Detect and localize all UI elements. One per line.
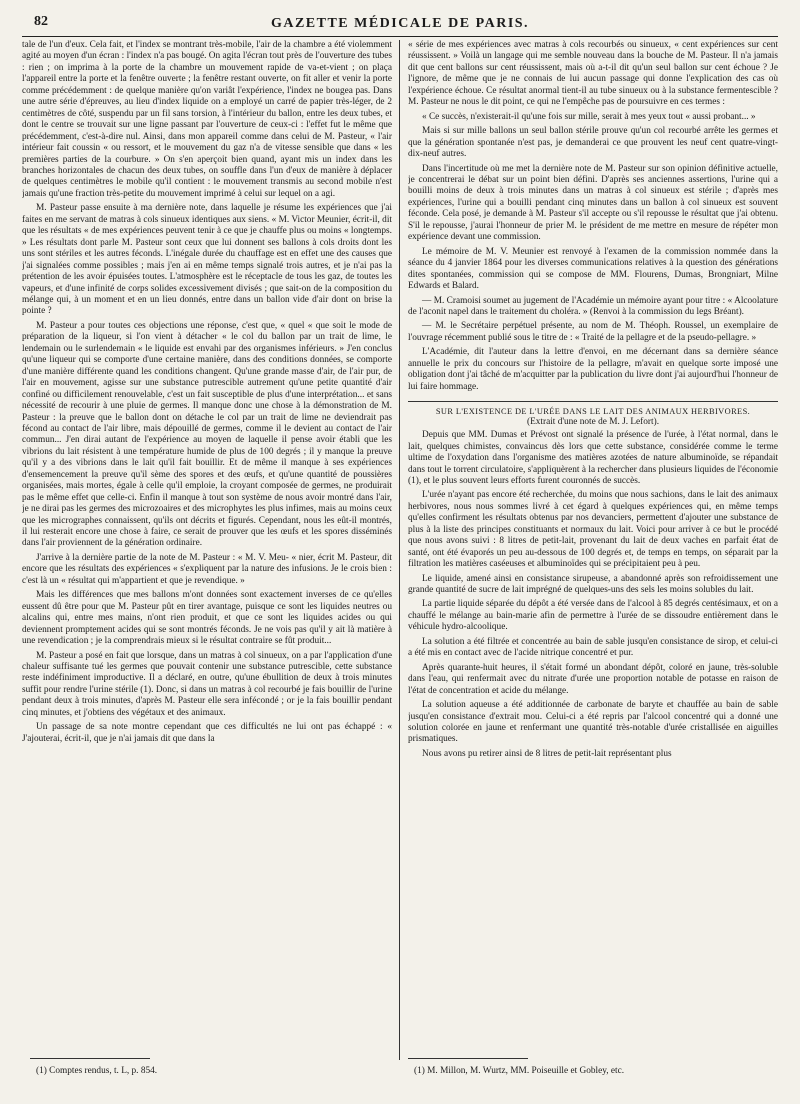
footnote-right: (1) M. Millon, M. Wurtz, MM. Poiseuille et Gobley, etc. [414, 1066, 625, 1076]
text-columns [22, 40, 778, 1060]
paragraph: Mais si sur mille ballons un seul ballon stérile prouve qu'un col recourbé arrête les germes et que la génération spontanée n'est pas, je demanderai ce que prouvent les neuf cent quatre-vingt-dix-neuf autres. [408, 126, 778, 160]
footnote-rule-left [30, 1058, 150, 1059]
paragraph: L'Académie, dit l'auteur dans la lettre d'envoi, en me décernant dans sa dernière séance annuelle le prix du concours sur l'histoire de la pellagre, m'avait en quelque sorte imposé une obligation dont j'ai tâché de m'acquitter par la publication du livre dont j'ai aujourd'hui l'honneur de lui faire hommage. [408, 347, 778, 392]
right-column [408, 40, 778, 1060]
paragraph: Après quarante-huit heures, il s'était formé un abondant dépôt, coloré en jaune, très-soluble dans l'eau, qui renfermait avec du nitrate d'urée une proportion notable de potasse en raison de l'état de concentration et acide du mélange. [408, 662, 778, 696]
page-number: 82 [34, 14, 48, 29]
paragraph: La solution a été filtrée et concentrée au bain de sable jusqu'en consistance de sirop, et celui-ci a été mis en contact avec de l'acide nitrique concentré et pur. [408, 636, 778, 659]
column-divider [399, 40, 400, 1060]
paragraph: Dans l'incertitude où me met la dernière note de M. Pasteur sur son opinion définitive actuelle, je concentrerai le débat sur un point bien défini. D'après ses anciennes assertions, l'urine qui a bouilli moins de deux à trois minutes dans un matras à col sinueux est stérile ; d'après mes expériences, l'urine qui a bouilli pendant cinq minutes dans un ballon à col sinueux est souvent féconde. Cela posé, je demande à M. Pasteur s'il accepte ou s'il repousse le résultat que j'ai obtenu. S'il le repousse, j'aurai l'honneur de prier M. le président de me mettre en mesure de répéter mon expérience devant une commission. [408, 163, 778, 243]
paragraph: Le mémoire de M. V. Meunier est renvoyé à l'examen de la commission nommée dans la séance du 4 janvier 1864 pour les diverses communications relatives à la question des générations dites spontanées, commission qui se compose de MM. Flourens, Dumas, Brongniart, Milne Edwards et Balard. [408, 246, 778, 292]
paragraph: L'urée n'ayant pas encore été recherchée, du moins que nous sachions, dans le lait des animaux herbivores, nous nous sommes livré à cet égard à quelques expériences qui, en même temps qu'elles confirment les résultats obtenus par nos devanciers, permettent d'ajouter une substance de plus à la liste des principes constituants et normaux du lait. Voici pour arriver à ce but le procédé que nous avons suivi : 8 litres de petit-lait, provenant du lait de deux vaches en parfait état de santé, ont été évaporés un peu au-dessous de 100 degrés et, de temps en temps, on séparait par la filtration les matières caséeuses et albuminoïdes qui se précipitaient peu à peu. [408, 490, 778, 570]
paragraph: Un passage de sa note montre cependant que ces difficultés ne lui ont pas échappé : « J'ajouterai, écrit-il, que je n'ai jamais dit que dans la [22, 722, 392, 744]
running-title: GAZETTE MÉDICALE DE PARIS. [270, 16, 530, 31]
paragraph: « Ce succès, n'existerait-il qu'une fois sur mille, serait à mes yeux tout « aussi probant... » [422, 111, 756, 122]
left-column [22, 40, 392, 1060]
paragraph: La partie liquide séparée du dépôt a été versée dans de l'alcool à 85 degrés centésimaux, et on a chauffé le mélange au bain-marie afin de permettre à l'urée de se dissoudre entièrement dans le véhicule hydro-alcoolique. [408, 599, 778, 633]
section-title: SUR L'EXISTENCE DE L'URÉE DANS LE LAIT DES ANIMAUX HERBIVORES. [435, 407, 751, 417]
paragraph: tale de l'un d'eux. Cela fait, et l'index se montrant très-mobile, l'air de la chambre a été violemment agité au moyen d'un écran : l'index n'a pas bougé. On agita l'écran tout près de l'ouverture des tubes : rien ; on imprima à la porte de la chambre un mouvement rapide de va-et-vient ; on plaça l'appareil entre la porte et la fenêtre ouverte ; la fenêtre restant ouverte, on fit aller et venir la porte comme précédemment : de quelque manière qu'on variât l'expérience, l'index ne bougea pas. Dans une autre série d'épreuves, au lieu d'index liquide on a employé un carré de papier très-léger, de 2 centimètres de côté, suspendu par un fil sans torsion, à l'intérieur du ballon, entre les deux tubes, et dont le centre se trouvait sur une ligne passant par l'ouverture de ceux-ci : l'effet fut le même que précédemment, c'est-à-dire nul. Ainsi, dans mon appareil comme dans celui de M. Pasteur, « l'air intérieur fait coussin « ou ressort, et le mouvement du gaz n'a de vitesse sensible que dans « les premières parties de la courbure. » On s'en aperçoit bien quand, ayant mis un index dans les branches horizontales de chacun des deux tubes, on souffle dans l'un d'eux de manière à déplacer de quelques centimètres le mobile qu'il contient : le mouvement transmis au second mobile n'est jamais qu'une fraction très-petite du mouvement imprimé à celui sur lequel on a agi. [22, 40, 392, 199]
paragraph: M. Pasteur passe ensuite à ma dernière note, dans laquelle je résume les expériences que j'ai faites en me servant de matras à cols sinueux identiques aux siens. « M. Victor Meunier, écrit-il, dit que les résultats « de mes expériences peuvent tenir à ce que je chauffe plus ou moins « longtemps. » Les résultats dont parle M. Pasteur sont ceux que lui donnent ses ballons à cols droits dont les uns sont stériles et les autres féconds. L'inégale durée du chauffage est en effet une des causes que j'ai signalées comme possibles ; mais j'en ai en même temps signalé trois autres, et je n'ai pas la prétention de les avoir épuisées toutes. L'atmosphère est le réceptacle de tous les gaz, de toutes les vapeurs, et d'une infinité de corps solides excessivement divisés ; que sait-on de la composition du mélange qui, à un moment et en un lieu donnés, entre dans un ballon vide d'air dont on brise la pointe ? [22, 203, 392, 317]
section-subtitle: (Extrait d'une note de M. J. Lefort). [526, 417, 660, 428]
paragraph: Le liquide, amené ainsi en consistance sirupeuse, a abandonné après son refroidissement une grande quantité de sucre de lait imprégné de quelques-uns des sels les moins solubles du lait. [408, 573, 778, 596]
paragraph: Depuis que MM. Dumas et Prévost ont signalé la présence de l'urée, à l'état normal, dans le lait, quelques chimistes, convaincus dès lors que cette substance, considérée comme le terme ultime de l'oxydation dans l'organisme des matières azotées de nature albuminoïde, se répandait dans tout le torrent circulatoire, s'appliquèrent à la rechercher dans plusieurs liquides de l'économie (1), et le plus souvent leurs efforts furent couronnés de succès. [408, 430, 778, 486]
page-header [22, 14, 778, 37]
paragraph: « série de mes expériences avec matras à cols recourbés ou sinueux, « cent expériences sur cent réussissent. » Voilà un langage qui me semble nouveau dans la bouche de M. Pasteur. Il n'a jamais dit que cent ballons sur cent réussissent, mais où a-t-il dit qu'un seul ballon sur cent échoue ? Je l'ignore, de même que je ne connais de lui aucun passage qui donne l'explication des cas où l'expérience échoue. Ce résultat anormal tient-il au tube sinueux ou à la substance fermentescible ? M. Pasteur ne nous le dit point, ce qui ne l'empêche pas de poursuivre en ces termes : [408, 40, 778, 108]
footnote-rule-right [408, 1058, 528, 1059]
paragraph: M. Pasteur a pour toutes ces objections une réponse, c'est que, « quel « que soit le mode de préparation de la liqueur, si l'on vient à détacher « le col du ballon par un trait de lime, le lendemain ou le surlendemain « le liquide est envahi par des organismes inférieurs. » J'en conclus qu'une liqueur qui se comporte d'une certaine manière, dans des conditions données, se comporte d'une manière différente quand les conditions changent. Qu'une grande masse d'air, de l'air pur, de l'air en mouvement, agisse sur une substance putrescible autrement qu'une petite quantité d'air confiné ou difficilement renouvelable, c'est un fait susceptible de plus d'une interprétation... et sans nécessité de recourir à une pluie de germes. Il manque donc une chose à la démonstration de M. Pasteur : la preuve que le ballon dont on détache le col par un trait de lime ne deviendrait pas fécond au contact de l'air libre, mais dépouillé de germes, comme il le devient au contact de l'air commun... J'en dirai autant de l'expérience au moyen de laquelle il pense avoir établi que les vibrions du lait résistent à une température humide de plus de 100 degrés ; il y manque la preuve qu'il y a des vibrions dans le lait qu'il fait bouillir. Et de même il manque à ses expériences d'ensemencement la preuve qu'il sème des spores et des œufs, et qu'une quantité de poussières organisées, mais mortes, égale à celle qu'il emploie, la croyant composée de germes, ne produirait pas le même effet que celle-ci. Enfin il manque à tout son système de nous avoir montré dans l'air, je ne dirai pas les germes des microzoaires et des microphytes les plus infimes, mais au moins ceux que les micrographes connaissent, qu'ils ont décrits et figurés. Cependant, nous les eût-il montrés, il lui resterait encore une chose à faire, ce serait de prouver que les œufs et les spores disséminés dans l'air proviennent de la génération ordinaire. [22, 320, 392, 549]
paragraph: J'arrive à la dernière partie de la note de M. Pasteur : « M. V. Meu- « nier, écrit M. Pasteur, dit encore que les résultats des expériences « s'expliquent par la nature des infusions. Je le crois bien : c'est là un « résultat qui m'appartient et que je revendique. » [22, 552, 392, 586]
paragraph: M. Pasteur a posé en fait que lorsque, dans un matras à col sinueux, on a par l'application d'une chaleur suffisante tué les germes que pouvait contenir une substance putrescible, cette substance reste indéfiniment improductive. Il a déclaré, en outre, qu'une ébullition de deux à trois minutes suffit pour rendre l'urine stérile (1). Donc, si dans un matras à col recourbé je fais bouillir de l'urine pendant deux à trois minutes, d'après M. Pasteur elle sera infécondé ; or je la fais bouillir pendant cinq minutes, et j'obtiens des végétaux et des animaux. [22, 650, 392, 718]
paragraph: — M. Cramoisi soumet au jugement de l'Académie un mémoire ayant pour titre : « Alcoolature de l'aconit napel dans le traitement du choléra. » (Renvoi à la commission du legs Bréant). [408, 295, 778, 317]
section-heading [408, 401, 778, 428]
paragraph: Mais les différences que mes ballons m'ont données sont exactement inverses de ce qu'elles eussent dû être pour que M. Pasteur pût en tirer avantage, puisque ce sont les liquides neutres ou alcalins qui, entre mes mains, n'ont rien produit, et que ce sont les liquides acides ou qui deviennent promptement acides qui se sont montrés féconds. Je ne vois pas qu'il y ait là matière à une revendication ; je la comprendrais mieux si le résultat contraire se fût produit... [22, 590, 392, 647]
paragraph: — M. le Secrétaire perpétuel présente, au nom de M. Théoph. Roussel, un exemplaire de l'ouvrage récemment publié sous le titre de : « Traité de la pellagre et de la pseudo-pellagre. » [408, 321, 778, 343]
footnote-left: (1) Comptes rendus, t. L, p. 854. [36, 1066, 158, 1076]
paragraph: La solution aqueuse a été additionnée de carbonate de baryte et chauffée au bain de sable jusqu'en consistance d'extrait mou. Celui-ci a été repris par l'alcool concentré qui a donné une solution colorée en jaune et renfermant une quantité très-notable d'urée cristallisée en aiguilles prismatiques. [408, 700, 778, 745]
paragraph: Nous avons pu retirer ainsi de 8 litres de petit-lait représentant plus [422, 748, 672, 759]
